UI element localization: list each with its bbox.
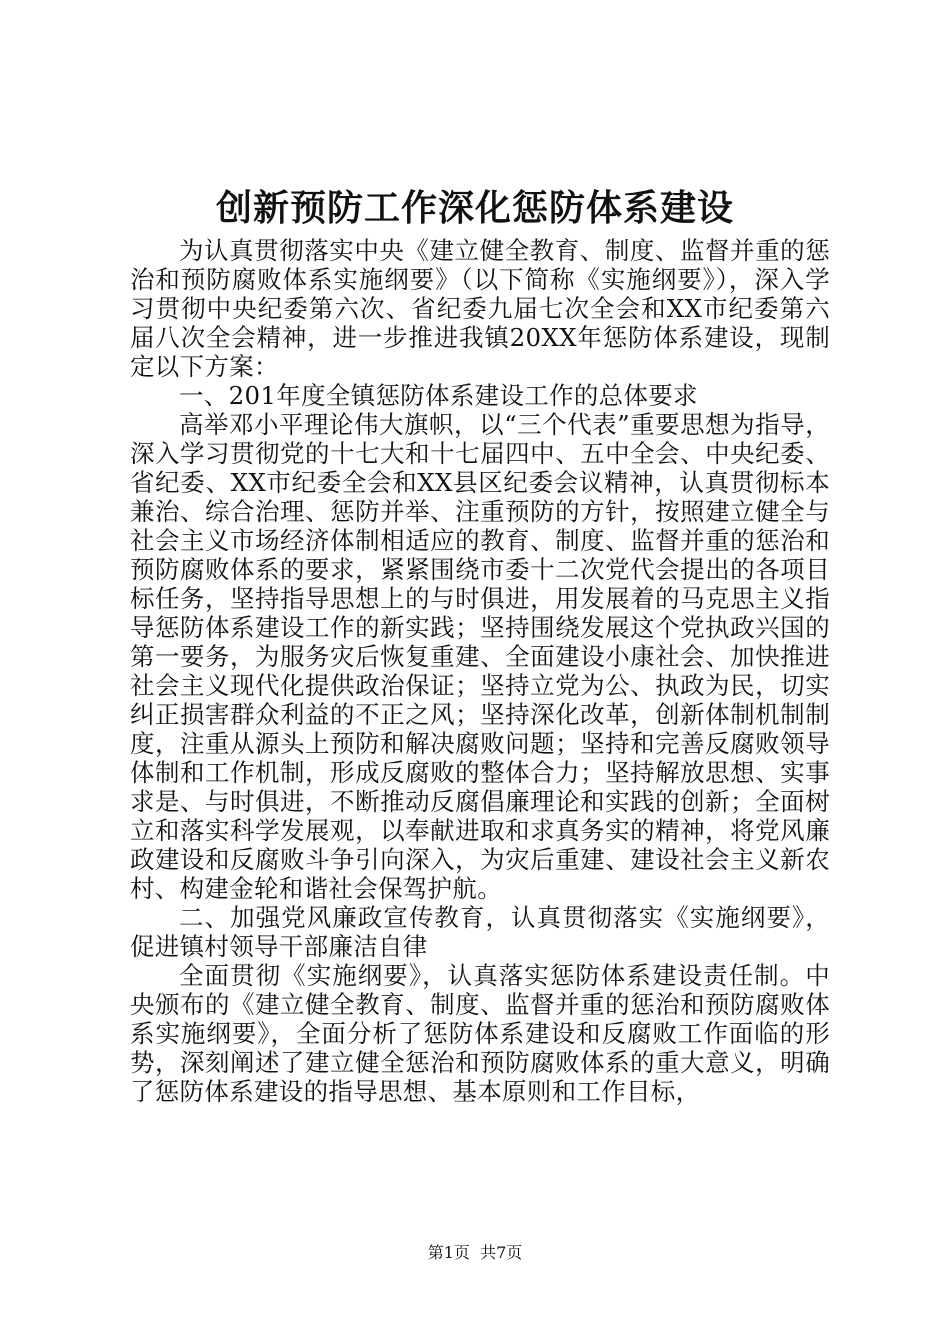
page-footer	[0, 1242, 950, 1264]
paragraph-section-2: 全面贯彻《实施纲要》，认真落实惩防体系建设责任制。中央颁布的《建立健全教育、制度、监督并重的惩治和预防腐败体系实施纲要》，全面分析了惩防体系建设和反腐败工作面临的形势，深刻阐述了建立健全惩治和预防腐败体系的重大意义，明确了惩防体系建设的指导思想、基本原则和工作目标，	[130, 961, 830, 1106]
page-number: 第1页	[427, 1243, 470, 1262]
section-heading-1: 一、201年度全镇惩防体系建设工作的总体要求	[179, 381, 698, 410]
page-total: 共7页	[480, 1243, 523, 1262]
section-heading-2: 二、加强党风廉政宣传教育，认真贯彻落实《实施纲要》，促进镇村领导干部廉洁自律	[130, 903, 830, 961]
paragraph-intro: 为认真贯彻落实中央《建立健全教育、制度、监督并重的惩治和预防腐败体系实施纲要》（以下简称《实施纲要》），深入学习贯彻中央纪委第六次、省纪委九届七次全会和XX市纪委第六届八次全会精神，进一步推进我镇20XX年惩防体系建设，现制定以下方案：	[130, 236, 830, 381]
document-body	[130, 236, 830, 1106]
document-title: 创新预防工作深化惩防体系建设	[215, 187, 734, 229]
paragraph-section-1: 高举邓小平理论伟大旗帜，以“三个代表”重要思想为指导，深入学习贯彻党的十七大和十七届四中、五中全会、中央纪委、省纪委、XX市纪委全会和XX县区纪委会议精神，认真贯彻标本兼治、综合治理、惩防并举、注重预防的方针，按照建立健全与社会主义市场经济体制相适应的教育、制度、监督并重的惩治和预防腐败体系的要求，紧紧围绕市委十二次党代会提出的各项目标任务，坚持指导思想上的与时俱进，用发展着的马克思主义指导惩防体系建设工作的新实践；坚持围绕发展这个党执政兴国的第一要务，为服务灾后恢复重建、全面建设小康社会、加快推进社会主义现代化提供政治保证；坚持立党为公、执政为民，切实纠正损害群众利益的不正之风；坚持深化改革，创新体制机制制度，注重从源头上预防和解决腐败问题；坚持和完善反腐败领导体制和工作机制，形成反腐败的整体合力；坚持解放思想、实事求是、与时俱进，不断推动反腐倡廉理论和实践的创新；全面树立和落实科学发展观，以奉献进取和求真务实的精神，将党风廉政建设和反腐败斗争引向深入，为灾后重建、建设社会主义新农村、构建金轮和谐社会保驾护航。	[130, 410, 830, 903]
footer-separator	[470, 1243, 480, 1262]
